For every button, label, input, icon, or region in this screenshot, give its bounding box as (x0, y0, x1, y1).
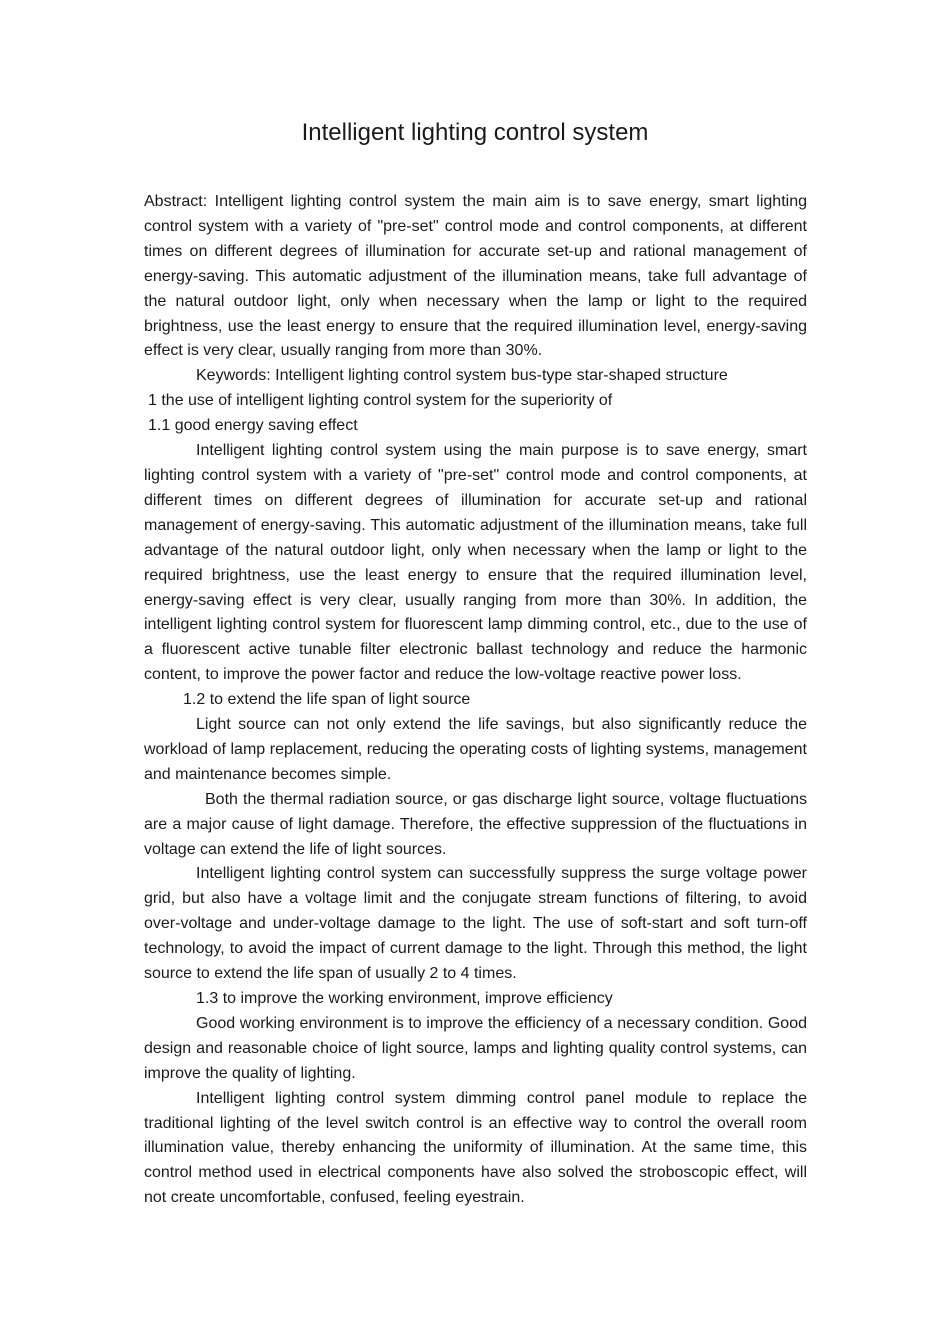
section-1-2-paragraph-1: Light source can not only extend the life savings, but also significantly reduce the workload of lamp replacement, reducing the operating costs of lighting systems, management and maintenance becomes simple. (144, 716, 807, 783)
section-1-1-paragraph: Intelligent lighting control system using the main purpose is to save energy, smart lighting control system with a variety of "pre-set" control mode and control components, at different times on different degrees of illumination for accurate set-up and rational management of energy-saving. This automatic adjustment of the illumination means, take full advantage of the natural outdoor light, only when necessary when the lamp or light to the required brightness, use the least energy to ensure that the required illumination level, energy-saving effect is very clear, usually ranging from more than 30%. In addition, the intelligent lighting control system for fluorescent lamp dimming control, etc., due to the use of a fluorescent active tunable filter electronic ballast technology and reduce the harmonic content, to improve the power factor and reduce the low-voltage reactive power loss. (144, 442, 807, 684)
section-1-1-heading: 1.1 good energy saving effect (148, 417, 358, 435)
section-1-3-heading: 1.3 to improve the working environment, improve efficiency (196, 990, 613, 1007)
section-1-2-paragraph-3: Intelligent lighting control system can successfully suppress the surge voltage power grid, but also have a voltage limit and the conjugate stream functions of filtering, to avoid over-voltage and under-voltage damage to the light. The use of soft-start and soft turn-off technology, to avoid the impact of current damage to the light. Through this method, the light source to extend the life span of usually 2 to 4 times. (144, 865, 807, 983)
section-1-2-heading: 1.2 to extend the life span of light source (183, 691, 471, 709)
document-body (144, 190, 807, 1211)
section-1-3-paragraph-2: Intelligent lighting control system dimming control panel module to replace the traditional lighting of the level switch control is an effective way to control the overall room illumination value, thereby enhancing the uniformity of illumination. At the same time, this control method used in electrical components have also solved the stroboscopic effect, will not create uncomfortable, confused, feeling eyestrain. (144, 1089, 807, 1207)
section-1-2-paragraph-2: Both the thermal radiation source, or gas discharge light source, voltage fluctuations are a major cause of light damage. Therefore, the effective suppression of the fluctuations in voltage can extend the life of light sources. (144, 790, 807, 858)
abstract-paragraph: Abstract: Intelligent lighting control system the main aim is to save energy, smart lighting control system with a variety of "pre-set" control mode and control components, at different times on different degrees of illumination for accurate set-up and rational management of energy-saving. This automatic adjustment of the illumination means, take full advantage of the natural outdoor light, only when necessary when the lamp or light to the required brightness, use the least energy to ensure that the required illumination level, energy-saving effect is very clear, usually ranging from more than 30%. (144, 193, 807, 360)
document-title: Intelligent lighting control system (301, 119, 649, 146)
section-1-heading: 1 the use of intelligent lighting control system for the superiority of (148, 392, 613, 410)
keywords-line: Keywords: Intelligent lighting control system bus-type star-shaped structure (196, 367, 728, 385)
section-1-3-paragraph-1: Good working environment is to improve the efficiency of a necessary condition. Good design and reasonable choice of light source, lamps and lighting quality control systems, can improve the quality of lighting. (144, 1014, 807, 1082)
